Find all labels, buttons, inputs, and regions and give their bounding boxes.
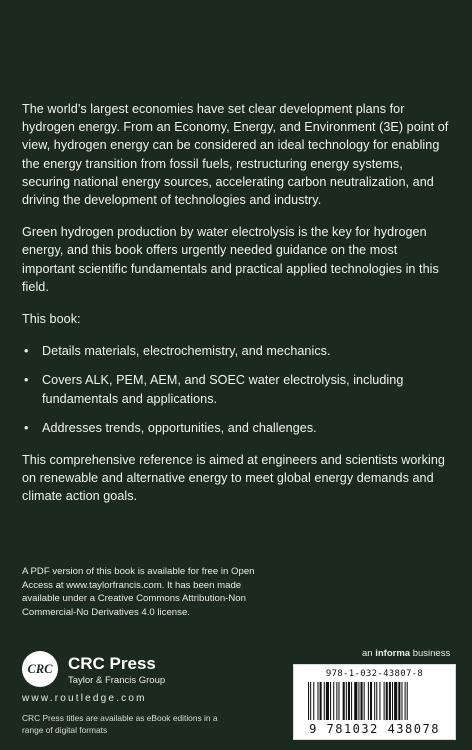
- book-features-intro: This book:: [22, 312, 81, 327]
- informa-prefix: an: [362, 648, 373, 659]
- publisher-website: www.routledge.com: [22, 693, 147, 704]
- barcode-bar: [376, 682, 377, 720]
- publisher-group: Taylor & Francis Group: [68, 675, 166, 686]
- description-paragraph-2: Green hydrogen production by water electrolysis is the key for hydrogen energy, and this book offers urgently needed guidance on the most important scientific fundamentals and practical applied technologies in this field.: [22, 225, 439, 294]
- barcode-bar: [370, 682, 372, 720]
- barcode-bar: [336, 682, 337, 720]
- list-item: [22, 342, 450, 360]
- isbn-digits: 9 781032 438078: [309, 722, 440, 736]
- list-item-text: Details materials, electrochemistry, and mechanics.: [42, 344, 331, 359]
- barcode-bar: [354, 682, 357, 720]
- barcode-bar: [389, 682, 391, 720]
- barcode-bar: [324, 682, 325, 720]
- barcode-bar: [313, 682, 314, 720]
- barcode-bar: [386, 682, 388, 720]
- book-features-list: [22, 342, 450, 437]
- barcode-bar: [358, 682, 359, 720]
- description-paragraph-3: This comprehensive reference is aimed at engineers and scientists working on renewable and alternative energy to meet global energy demands and climate action goals.: [22, 453, 445, 504]
- informa-suffix: business: [412, 648, 451, 659]
- barcode-bar: [374, 682, 375, 720]
- barcode-bar: [392, 682, 393, 720]
- barcode-bar: [394, 682, 397, 720]
- barcode-bar: [384, 682, 385, 720]
- barcode-bar: [317, 682, 318, 720]
- barcode-bar: [338, 682, 339, 720]
- barcode-bar: [361, 682, 363, 720]
- barcode-bar: [343, 682, 345, 720]
- barcode-bar: [379, 682, 380, 720]
- barcode-bar: [401, 682, 402, 720]
- barcode-bar: [330, 682, 331, 720]
- barcode-bar: [320, 682, 322, 720]
- crc-logo-icon: CRC: [22, 651, 58, 687]
- barcode-bar: [326, 682, 329, 720]
- barcode-bar: [398, 682, 400, 720]
- ebook-note: CRC Press titles are available as eBook editions in a range of digital formats: [22, 713, 218, 735]
- book-description: [22, 100, 450, 520]
- publisher-name: CRC Press: [68, 654, 156, 673]
- barcode-bar: [368, 682, 369, 720]
- barcode-bar: [364, 682, 365, 720]
- barcode-bar: [346, 682, 347, 720]
- open-access-note: A PDF version of this book is available for free in Open Access at www.taylorfrancis.com. It has been made available under a Creative Commons Attribution-Non Commercial-No Derivatives 4.0 license.: [22, 566, 255, 618]
- bullet-icon: •: [24, 344, 29, 359]
- description-paragraph-1: The world’s largest economies have set clear development plans for hydrogen energy. From an Economy, Energy, and Environment (3E) point of view, hydrogen energy can be considered an ideal technology for enabling the energy transition from fossil fuels, restructuring energy systems, securing national energy sources, accelerating carbon neutralization, and driving the development of technologies and industry.: [22, 102, 449, 208]
- barcode-bar: [333, 682, 334, 720]
- list-item-text: Addresses trends, opportunities, and challenges.: [42, 420, 317, 435]
- list-item: [22, 419, 450, 437]
- barcode-bar: [407, 682, 408, 720]
- barcode-bar: [348, 682, 350, 720]
- barcode-bars: [308, 682, 441, 720]
- barcode-bar: [351, 682, 352, 720]
- list-item: [22, 371, 450, 407]
- informa-business-tagline: [362, 648, 450, 659]
- bullet-icon: •: [24, 373, 29, 388]
- isbn-barcode: [293, 664, 456, 740]
- bullet-icon: •: [24, 420, 29, 435]
- barcode-bar: [310, 682, 311, 720]
- informa-brand: informa: [375, 648, 411, 659]
- isbn-label: 978-1-032-43807-8: [325, 669, 424, 679]
- barcode-bar: [308, 682, 309, 720]
- barcode-bar: [405, 682, 406, 720]
- publisher-logo: [22, 651, 222, 691]
- list-item-text: Covers ALK, PEM, AEM, and SOEC water electrolysis, including fundamentals and applications.: [42, 373, 404, 406]
